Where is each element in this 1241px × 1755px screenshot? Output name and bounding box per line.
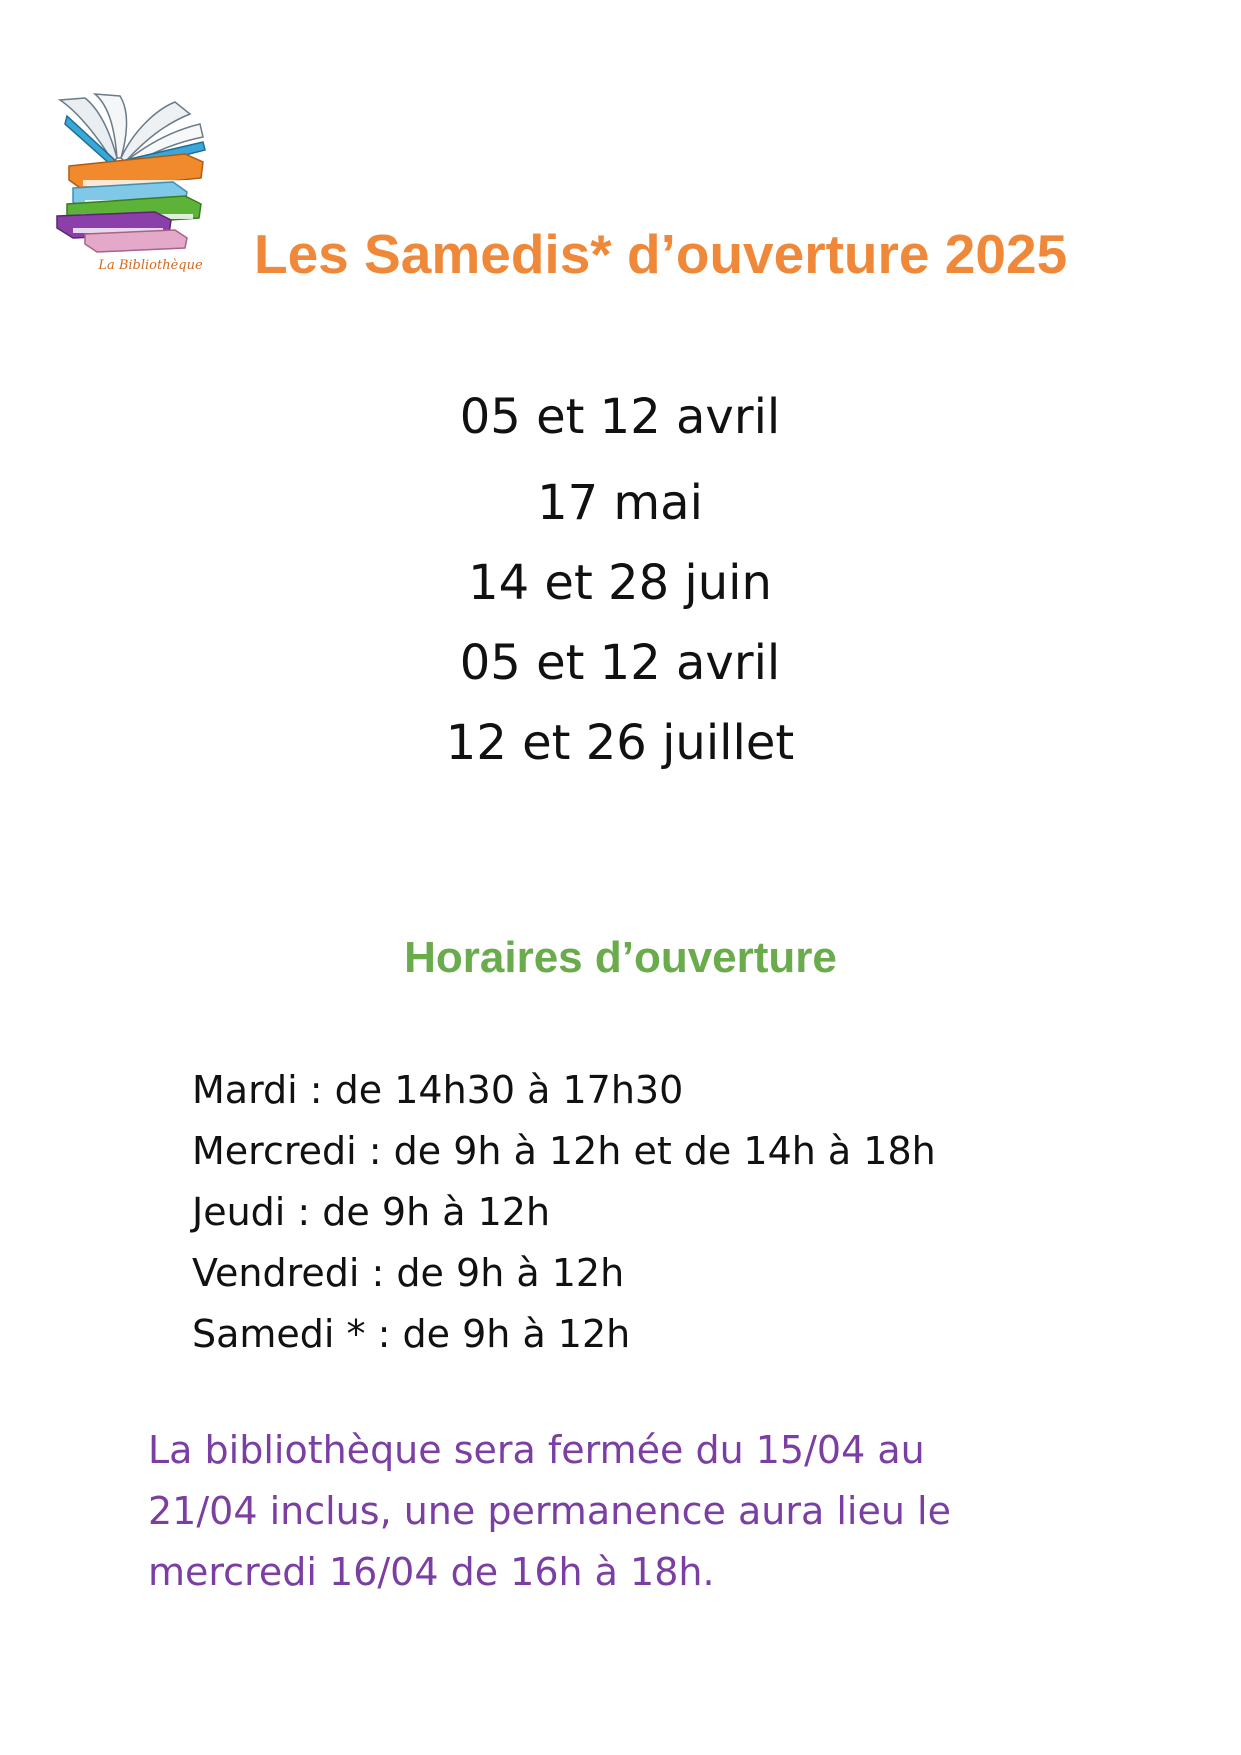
library-logo: [55, 92, 235, 282]
hours-item: Jeudi : de 9h à 12h: [192, 1190, 551, 1234]
date-item: 12 et 26 juillet: [445, 715, 795, 771]
logo-caption: La Bibliothèque: [98, 258, 203, 273]
notice-line: La bibliothèque sera fermée du 15/04 au: [148, 1428, 925, 1472]
stack-of-books-icon: [55, 92, 235, 257]
opening-hours-list: [192, 1060, 936, 1365]
hours-heading: Horaires d’ouverture: [404, 933, 837, 982]
page-title: Les Samedis* d’ouverture 2025: [254, 223, 1068, 285]
notice-line: 21/04 inclus, une permanence aura lieu le: [148, 1489, 951, 1533]
hours-item: Mercredi : de 9h à 12h et de 14h à 18h: [192, 1129, 936, 1173]
hours-item: Mardi : de 14h30 à 17h30: [192, 1068, 684, 1112]
hours-item: Vendredi : de 9h à 12h: [192, 1251, 625, 1295]
date-item: 05 et 12 avril: [459, 389, 781, 445]
date-item: 05 et 12 avril: [459, 635, 781, 691]
closure-notice: [148, 1420, 1048, 1603]
notice-line: mercredi 16/04 de 16h à 18h.: [148, 1550, 715, 1594]
date-item: 17 mai: [537, 475, 703, 531]
date-item: 14 et 28 juin: [468, 555, 772, 611]
hours-item: Samedi * : de 9h à 12h: [192, 1312, 631, 1356]
